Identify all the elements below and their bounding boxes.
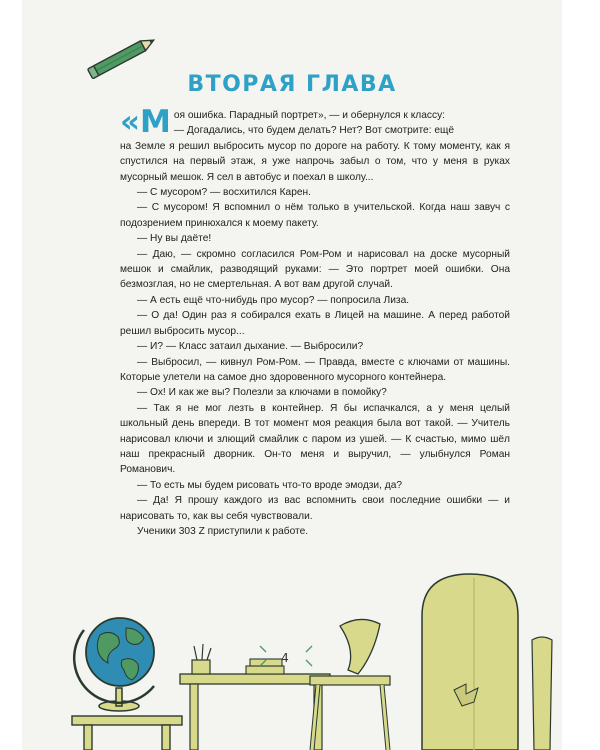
- globe-icon: [74, 618, 154, 711]
- opening-line: оя ошибка. Парадный портрет», — и обернулся к классу:: [173, 110, 445, 121]
- paragraph: — Выбросил, — кивнул Ром-Ром. — Правда, вместе с ключами от машины. Которые улетели на самое дно здоровенного мусорного контейнера.: [120, 356, 510, 383]
- page-number: 4: [281, 651, 289, 665]
- paragraph: — Даю, — скромно согласился Ром-Ром и нарисовал на доске мусорный мешок и смайлик, разводящий руками: — Это портрет моей ошибки. Она безмозглая, но не смертельная. А вот вам другой случай.: [120, 248, 510, 291]
- paragraph: Ученики 303 Z приступили к работе.: [137, 525, 309, 537]
- paragraph: — Ну вы даёте!: [137, 233, 212, 245]
- chapter-title: ВТОРАЯ ГЛАВА: [187, 72, 397, 97]
- opening-line-2: — Догадались, что будем делать? Нет? Вот смотрите: ещё: [173, 125, 455, 137]
- paragraph: на Земле я решил выбросить мусор по дороге на работу. К тому моменту, как я спустился на первый этаж, я уже напрочь забыл о том, что у меня в руках мусорный мешок. Я сел в автобус и поехал в школу...: [120, 140, 510, 183]
- drop-cap: «М: [120, 104, 171, 140]
- paragraph: — С мусором! Я вспомнил о нём только в учительской. Когда наш завуч с подозрением принюхался к моему пакету.: [120, 202, 510, 229]
- paragraph: — И? — Класс затаил дыхание. — Выбросили?: [137, 341, 364, 353]
- paragraph: — Так я не мог лезть в контейнер. Я бы испачкался, а у меня целый школьный день впереди. В тот момент моя реакция была вот такой. — Учитель нарисовал ключи и злющий смайлик с паром из ушей. — К счастью, мимо шёл наш прекрасный дворник. Он-то меня и выручил, — улыбнулся Роман Романович.: [120, 402, 510, 476]
- classroom-illustration: [22, 0, 562, 750]
- paragraph: — С мусором? — восхитился Карен.: [137, 187, 311, 199]
- paragraph: — Ох! И как же вы? Полезли за ключами в помойку?: [137, 387, 387, 399]
- paragraph: — О да! Один раз я собирался ехать в Лицей на машине. А перед работой решил выбросить мусор...: [120, 310, 510, 337]
- paragraph: — А есть ещё что-нибудь про мусор? — попросила Лиза.: [137, 294, 410, 306]
- book-page: [22, 0, 562, 750]
- paragraph: — Да! Я прошу каждого из вас вспомнить свои последние ошибки — и нарисовать то, как вы себя чувствовали.: [120, 495, 510, 522]
- paragraph: — То есть мы будем рисовать что-то вроде эмодзи, да?: [137, 479, 403, 491]
